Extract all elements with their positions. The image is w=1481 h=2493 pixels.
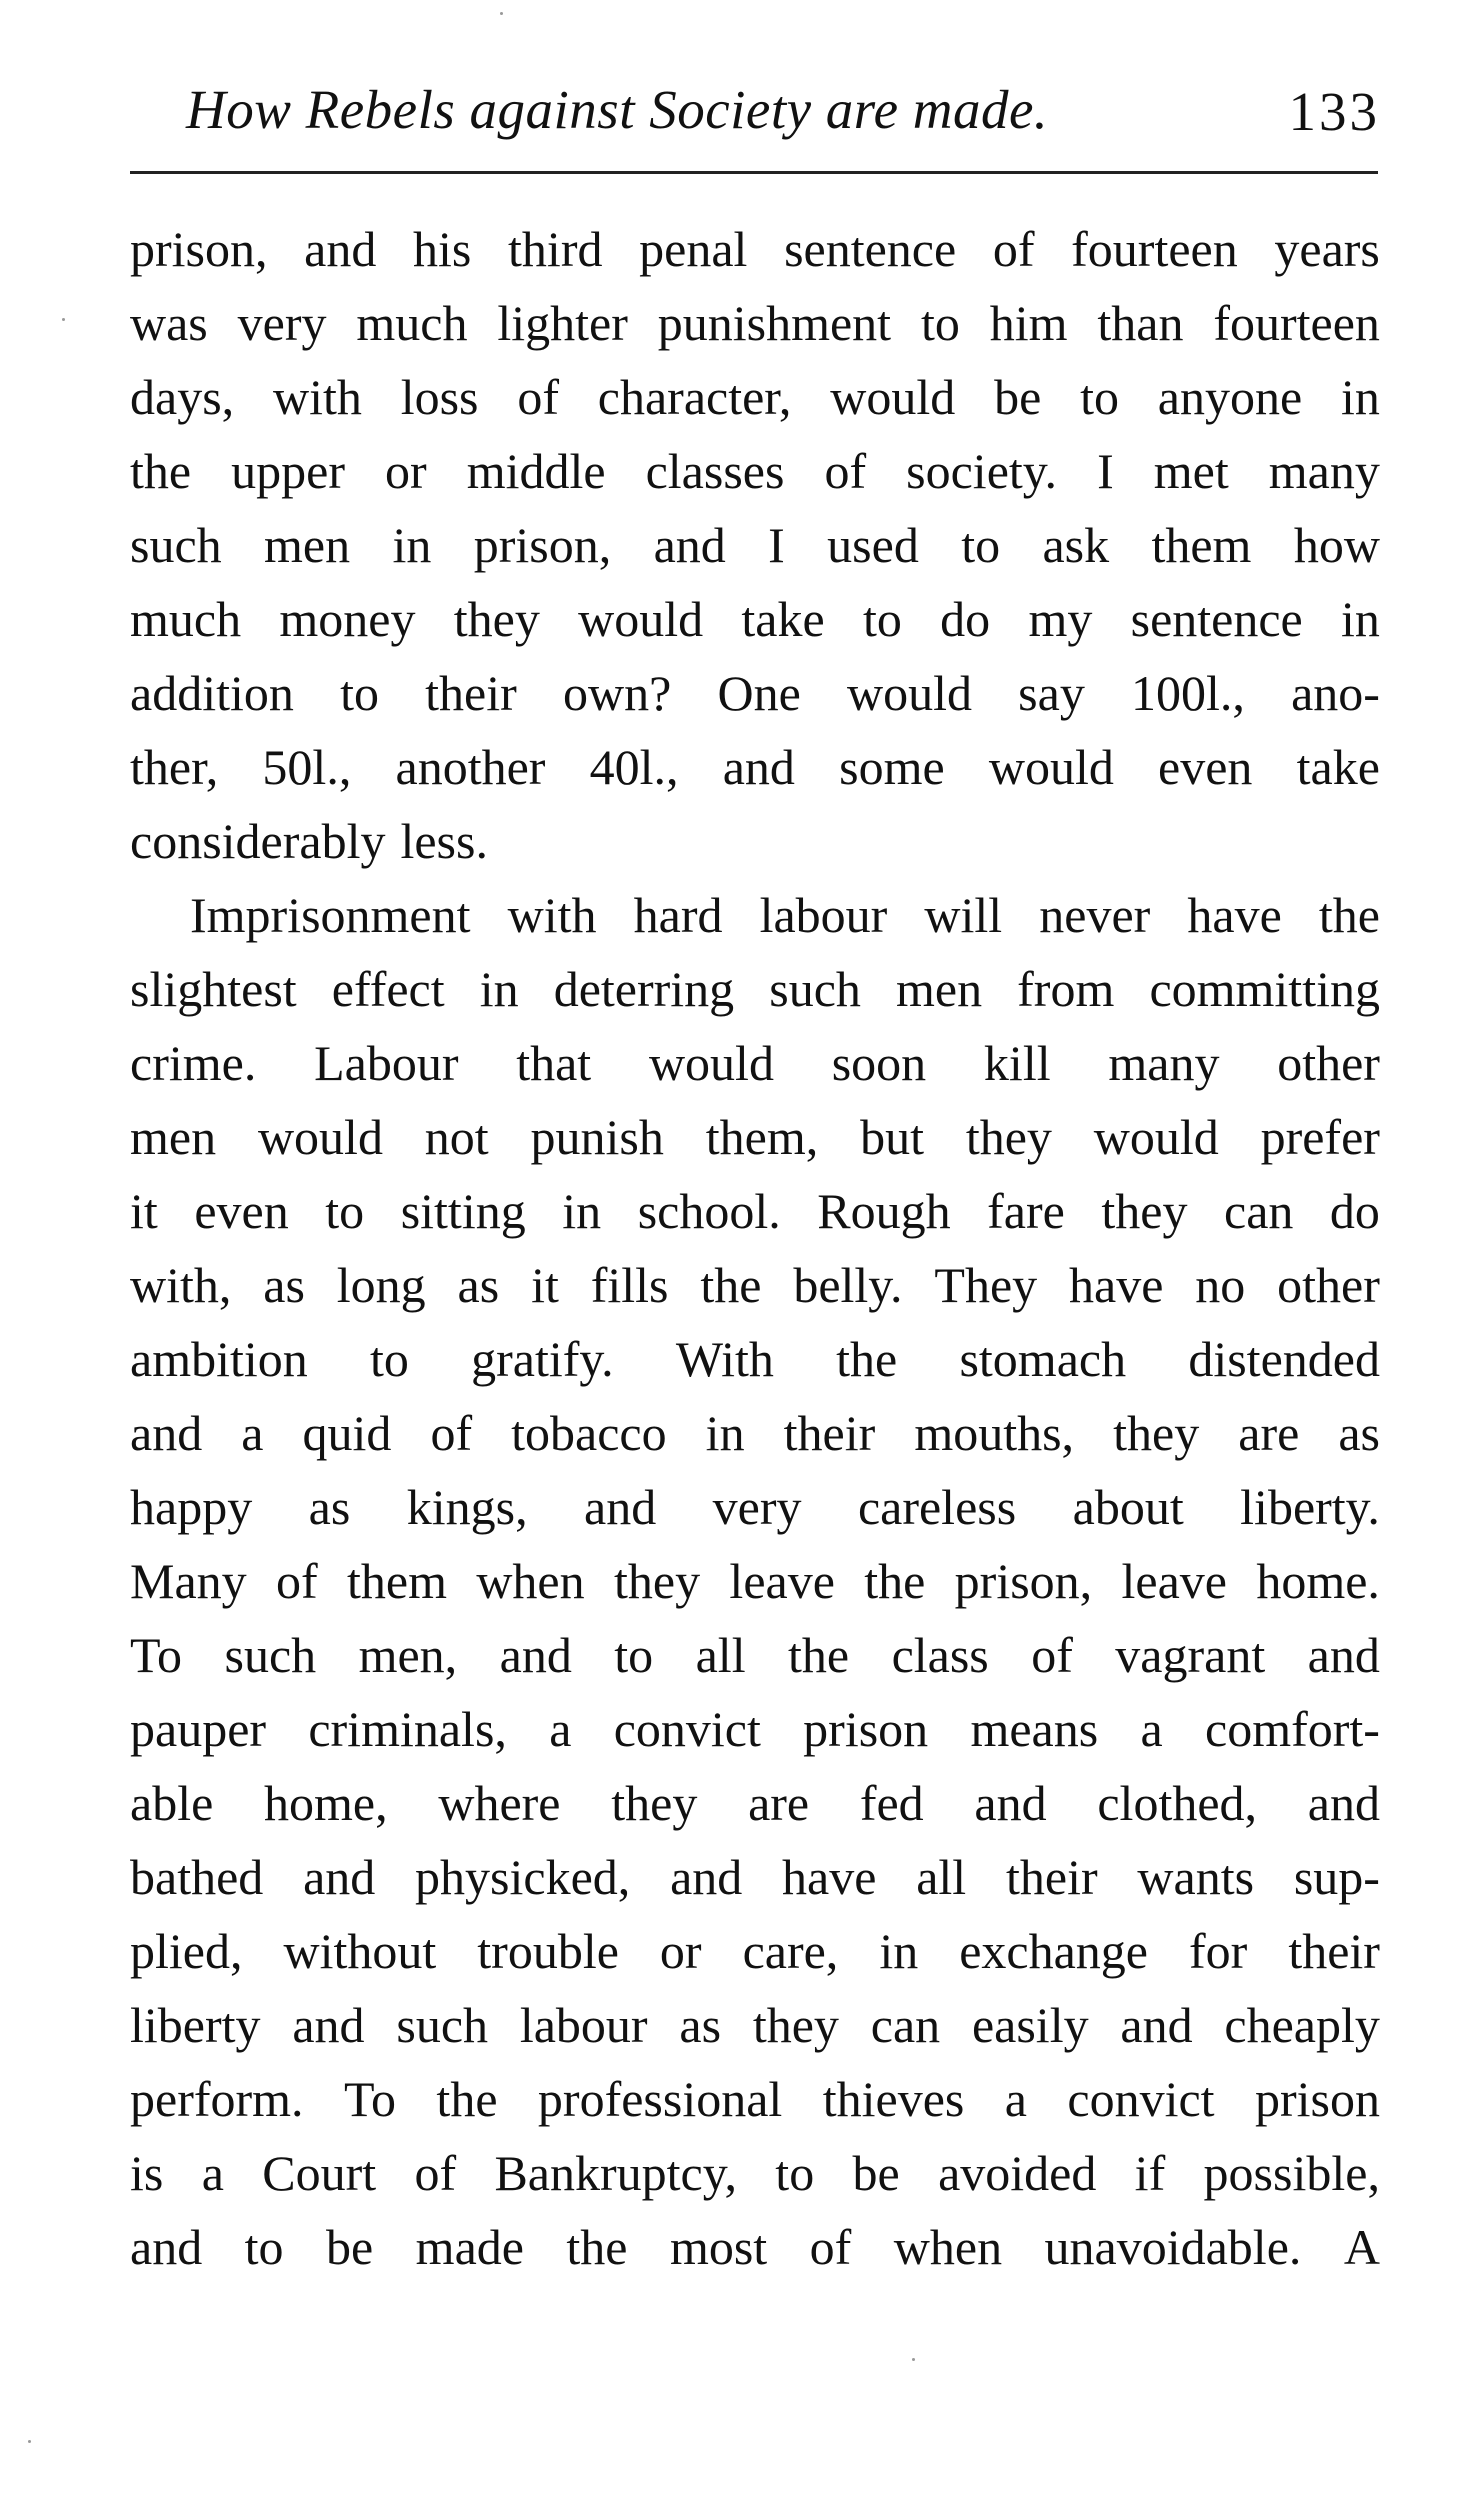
text-line: is a Court of Bankruptcy, to be avoided if possible, (130, 2145, 1380, 2201)
text-line: bathed and physicked, and have all their wants sup- (130, 1849, 1380, 1905)
text-line: ther, 50l., another 40l., and some would even take (130, 739, 1380, 795)
text-line: plied, without trouble or care, in exchange for their (130, 1923, 1380, 1979)
text-line: much money they would take to do my sentence in (130, 591, 1380, 647)
text-line: ambition to gratify. With the stomach distended (130, 1331, 1380, 1387)
text-line: such men in prison, and I used to ask them how (130, 517, 1380, 573)
paper-speck (28, 2440, 31, 2443)
text-line: considerably less. (130, 813, 488, 869)
text-line: liberty and such labour as they can easily and cheaply (130, 1997, 1380, 2053)
text-line: slightest effect in deterring such men from committing (130, 961, 1380, 1017)
paragraph (130, 878, 1380, 2284)
text-line: was very much lighter punishment to him than fourteen (130, 295, 1380, 351)
text-line: and to be made the most of when unavoidable. A (130, 2219, 1380, 2275)
paper-speck (912, 2358, 915, 2361)
paper-speck (62, 318, 65, 321)
text-line: with, as long as it fills the belly. They have no other (130, 1257, 1380, 1313)
text-line: days, with loss of character, would be to anyone in (130, 369, 1380, 425)
text-line: the upper or middle classes of society. I met many (130, 443, 1380, 499)
text-line: crime. Labour that would soon kill many other (130, 1035, 1380, 1091)
text-line: it even to sitting in school. Rough fare they can do (130, 1183, 1380, 1239)
paragraph (130, 212, 1380, 878)
text-line: To such men, and to all the class of vagrant and (130, 1627, 1380, 1683)
page-number: 133 (1288, 81, 1380, 142)
text-line: happy as kings, and very careless about liberty. (130, 1479, 1380, 1535)
body-text (130, 212, 1380, 2284)
text-line: Many of them when they leave the prison, leave home. (130, 1553, 1380, 1609)
paper-speck (500, 12, 503, 15)
text-line: able home, where they are fed and clothed, and (130, 1775, 1380, 1831)
text-line: prison, and his third penal sentence of fourteen years (130, 221, 1380, 277)
text-line: perform. To the professional thieves a convict prison (130, 2071, 1380, 2127)
running-title: How Rebels against Society are made. (186, 79, 1049, 140)
text-line: addition to their own? One would say 100l., ano- (130, 665, 1380, 721)
text-line: Imprisonment with hard labour will never have the (190, 887, 1380, 943)
text-line: pauper criminals, a convict prison means a comfort- (130, 1701, 1380, 1757)
running-head (130, 78, 1380, 158)
text-line: and a quid of tobacco in their mouths, they are as (130, 1405, 1380, 1461)
header-rule (130, 171, 1378, 174)
text-line: men would not punish them, but they would prefer (130, 1109, 1380, 1165)
